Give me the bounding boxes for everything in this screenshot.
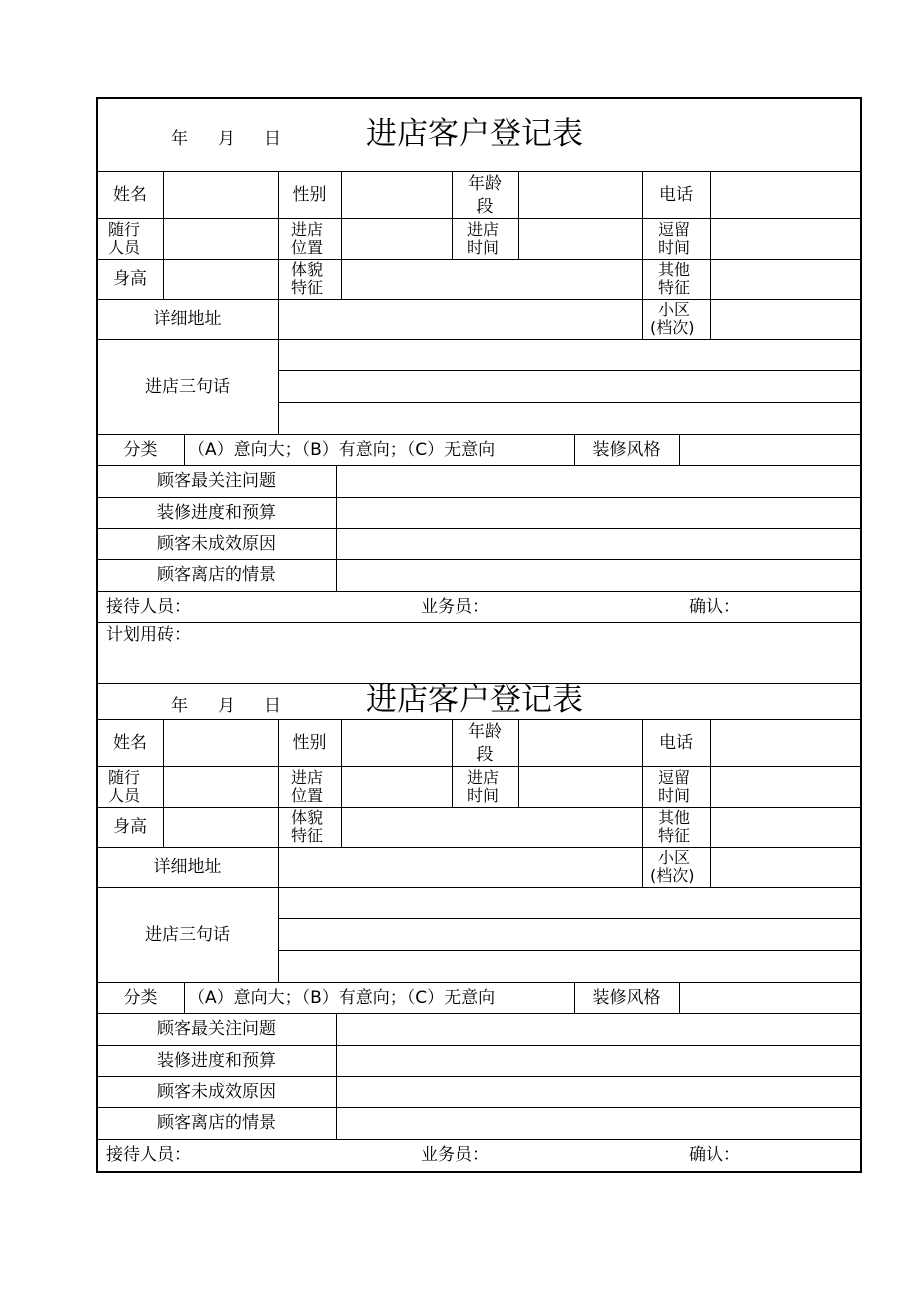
col-divider: [336, 465, 337, 591]
community-label: [650, 300, 714, 337]
community-label-l1: 小区: [658, 848, 691, 867]
companion-label: [108, 769, 164, 805]
name-label: 姓名: [113, 184, 147, 205]
fail-reason-label: 顾客未成效原因: [157, 1081, 276, 1102]
position-label-l2: 位置: [291, 238, 324, 257]
leave-mood-label: 顾客离店的情景: [157, 1113, 276, 1133]
date-month-label: 月: [218, 696, 235, 716]
phone-label: 电话: [659, 184, 693, 205]
salesperson-label: 业务员：: [421, 1145, 489, 1165]
category-label: 分类: [123, 439, 158, 460]
time-label-l2: 时间: [467, 238, 500, 257]
position-label-l2: 位置: [291, 786, 324, 805]
time-label: [467, 769, 523, 805]
col-divider: [184, 982, 185, 1013]
date-day-label: 日: [264, 129, 281, 149]
stay-label-l2: 时间: [658, 238, 691, 257]
address-label: 详细地址: [153, 309, 222, 329]
concern-label: 顾客最关注问题: [157, 471, 276, 491]
decor-style-label: 装修风格: [592, 439, 661, 460]
appearance-label: [291, 261, 347, 297]
companion-label: [108, 221, 164, 257]
name-label: 姓名: [113, 732, 147, 753]
community-label-l1: 小区: [658, 300, 691, 319]
other-features-label: [658, 261, 714, 297]
position-label-l1: 进店: [291, 768, 324, 787]
form-title: 进店客户登记表: [366, 116, 583, 152]
gender-label: 性别: [292, 732, 327, 753]
phone-label: 电话: [659, 732, 693, 753]
category-options: （A）意向大；（B）有意向；（C）无意向: [188, 440, 496, 460]
receptionist-label: 接待人员：: [106, 597, 191, 617]
row-divider: [278, 950, 861, 951]
col-divider: [184, 434, 185, 465]
row-divider: [97, 982, 861, 983]
time-label-l2: 时间: [467, 786, 500, 805]
concern-label: 顾客最关注问题: [157, 1019, 276, 1039]
other-label-l2: 特征: [658, 826, 691, 845]
gender-label: 性别: [292, 184, 327, 205]
row-divider: [97, 434, 861, 435]
stay-label-l1: 逗留: [658, 220, 691, 239]
date-year-label: 年: [171, 696, 188, 716]
row-divider: [97, 719, 861, 720]
stay-label-l1: 逗留: [658, 768, 691, 787]
other-label-l1: 其他: [658, 808, 691, 827]
fail-reason-label: 顾客未成效原因: [157, 533, 276, 554]
other-label-l2: 特征: [658, 278, 691, 297]
time-label-l1: 进店: [467, 220, 500, 239]
time-label: [467, 221, 523, 257]
row-divider: [97, 591, 861, 592]
companion-label-l1: 随行: [108, 768, 141, 787]
height-label: 身高: [113, 269, 147, 289]
date-month-label: 月: [218, 129, 235, 149]
date-day-label: 日: [264, 696, 281, 716]
address-label: 详细地址: [153, 857, 222, 877]
height-label: 身高: [113, 817, 147, 837]
date-year-label: 年: [171, 129, 188, 149]
appearance-label-l1: 体貌: [291, 808, 324, 827]
appearance-label-l2: 特征: [291, 278, 324, 297]
community-label-l2: (档次): [650, 866, 695, 885]
row-divider: [97, 218, 861, 219]
row-divider: [97, 259, 861, 260]
stay-label-l2: 时间: [658, 786, 691, 805]
community-label: [650, 848, 714, 885]
other-features-label: [658, 809, 714, 845]
age-label-line1: 年龄: [468, 722, 502, 742]
appearance-label-l2: 特征: [291, 826, 324, 845]
three-phrases-label: 进店三句话: [145, 376, 230, 397]
category-label: 分类: [123, 987, 158, 1008]
col-divider: [679, 434, 680, 465]
leave-mood-label: 顾客离店的情景: [157, 565, 276, 585]
form-title: 进店客户登记表: [366, 682, 583, 718]
age-label-line2: 段: [476, 197, 494, 217]
row-divider: [97, 766, 861, 767]
receptionist-label: 接待人员：: [106, 1145, 191, 1165]
three-phrases-label: 进店三句话: [145, 924, 230, 945]
stay-label: [658, 221, 714, 257]
appearance-label-l1: 体貌: [291, 260, 324, 279]
plan-tiles-label: 计划用砖：: [106, 625, 191, 645]
confirm-label: 确认：: [689, 597, 740, 617]
row-divider: [278, 402, 861, 403]
confirm-label: 确认：: [689, 1145, 740, 1165]
row-divider: [97, 171, 861, 172]
position-label: [291, 769, 347, 805]
category-options: （A）意向大；（B）有意向；（C）无意向: [188, 988, 496, 1008]
progress-budget-label: 装修进度和预算: [157, 1050, 276, 1071]
progress-budget-label: 装修进度和预算: [157, 502, 276, 523]
appearance-label: [291, 809, 347, 845]
companion-label-l1: 随行: [108, 220, 141, 239]
stay-label: [658, 769, 714, 805]
age-label-line1: 年龄: [468, 174, 502, 194]
other-label-l1: 其他: [658, 260, 691, 279]
community-label-l2: (档次): [650, 318, 695, 337]
row-divider: [278, 370, 861, 371]
col-divider: [336, 1013, 337, 1139]
salesperson-label: 业务员：: [421, 597, 489, 617]
position-label: [291, 221, 347, 257]
age-label-line2: 段: [476, 745, 494, 765]
decor-style-label: 装修风格: [592, 987, 661, 1008]
companion-label-l2: 人员: [108, 786, 141, 805]
col-divider: [679, 982, 680, 1013]
time-label-l1: 进店: [467, 768, 500, 787]
companion-label-l2: 人员: [108, 238, 141, 257]
row-divider: [97, 622, 861, 623]
row-divider: [278, 918, 861, 919]
position-label-l1: 进店: [291, 220, 324, 239]
row-divider: [97, 807, 861, 808]
row-divider: [97, 1139, 861, 1140]
